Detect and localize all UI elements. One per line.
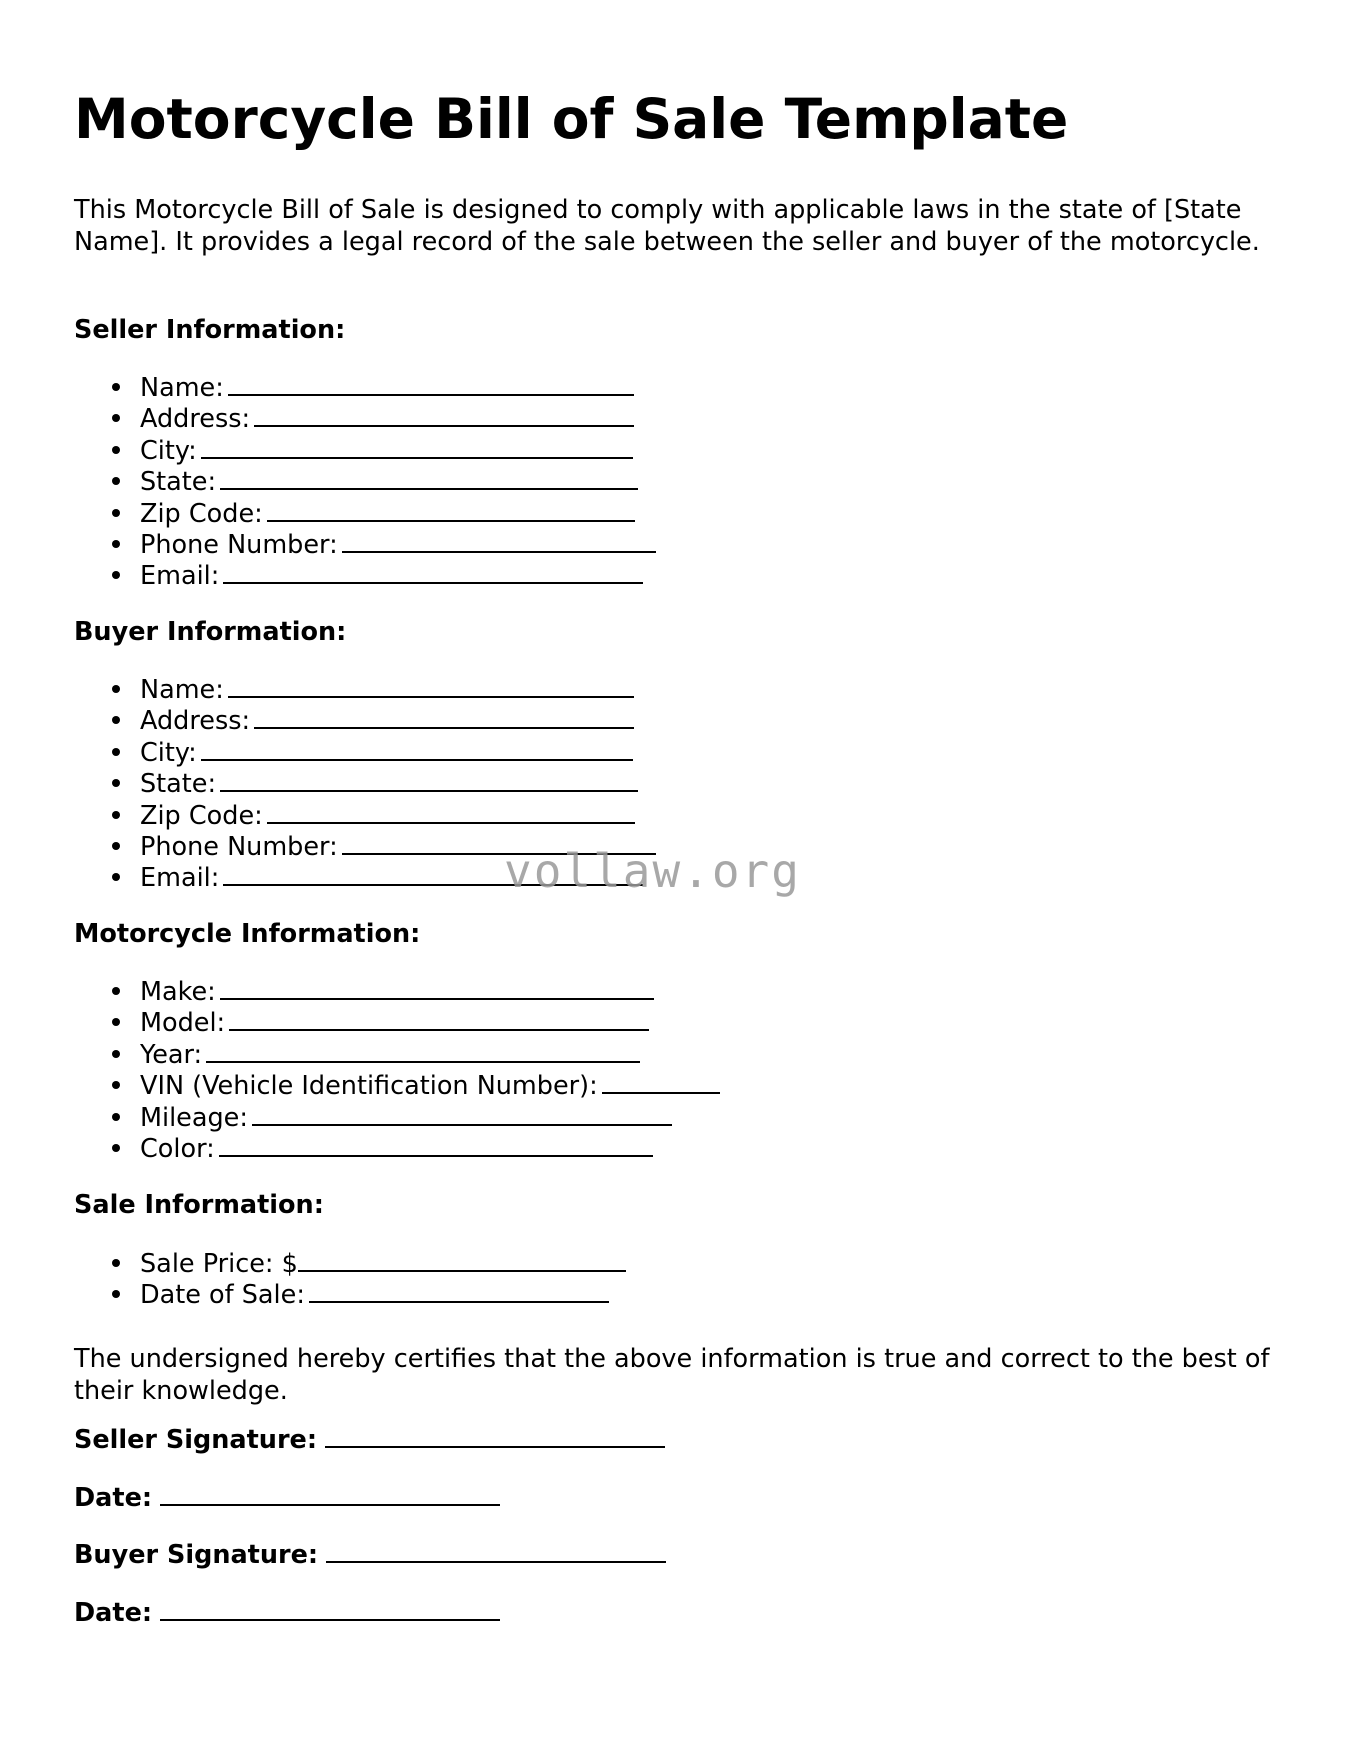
buyer-zip-field (0, 798, 656, 829)
sale-price-blank[interactable] (298, 1246, 626, 1272)
buyer-zip-blank[interactable] (267, 798, 635, 824)
buyer-state-blank[interactable] (220, 766, 638, 792)
motorcycle-fields (0, 974, 720, 1162)
field-label: State: (140, 467, 217, 498)
motorcycle-heading: Motorcycle Information: (74, 919, 421, 949)
motorcycle-make-field (0, 974, 720, 1005)
seller-phone-field (0, 527, 656, 558)
seller-state-field (0, 464, 656, 498)
field-label: Phone Number: (140, 831, 338, 862)
seller-address-field (0, 401, 656, 435)
motorcycle-mileage-blank[interactable] (252, 1100, 672, 1126)
field-label: VIN (Vehicle Identification Number): (140, 1071, 598, 1102)
motorcycle-year-field (0, 1037, 720, 1068)
seller-date-blank[interactable] (160, 1480, 500, 1506)
seller-signature-blank[interactable] (325, 1422, 665, 1448)
certification-paragraph: The undersigned hereby certifies that the above information is true and correct to the best of their knowledge. (74, 1344, 1270, 1406)
field-label: Color: (140, 1133, 215, 1164)
seller-phone-blank[interactable] (342, 527, 656, 553)
buyer-name-field (0, 672, 656, 703)
buyer-date-blank[interactable] (160, 1595, 500, 1621)
motorcycle-color-field (0, 1131, 720, 1162)
sale-price-field (0, 1246, 626, 1277)
field-label: City: (140, 435, 197, 466)
motorcycle-color-blank[interactable] (219, 1131, 653, 1157)
document-title: Motorcycle Bill of Sale Template (74, 87, 1069, 151)
buyer-city-blank[interactable] (201, 735, 633, 761)
buyer-state-field (0, 766, 656, 800)
seller-fields (0, 370, 656, 590)
field-label: Year: (140, 1039, 203, 1070)
seller-date-label: Date: (74, 1483, 153, 1513)
field-label: Mileage: (140, 1102, 248, 1133)
field-label: Email: (140, 561, 220, 592)
buyer-signature-label: Buyer Signature: (74, 1540, 319, 1570)
seller-zip-field (0, 496, 656, 527)
buyer-heading: Buyer Information: (74, 617, 347, 647)
seller-name-field (0, 370, 656, 401)
field-label: Date of Sale: (140, 1280, 305, 1311)
buyer-name-blank[interactable] (228, 672, 634, 698)
sale-heading: Sale Information: (74, 1190, 324, 1220)
field-label: Address: (140, 404, 251, 435)
field-label: Address: (140, 706, 251, 737)
motorcycle-vin-field (0, 1068, 720, 1102)
intro-paragraph: This Motorcycle Bill of Sale is designed to comply with applicable laws in the state of [State Name]. It provides a legal record of the sale between the seller and buyer of the motorcycle. (74, 195, 1260, 257)
field-label: Phone Number: (140, 529, 338, 560)
seller-signature-line (74, 1422, 665, 1456)
sale-date-field (0, 1277, 626, 1311)
motorcycle-year-blank[interactable] (206, 1037, 640, 1063)
buyer-address-field (0, 703, 656, 737)
field-label: City: (140, 737, 197, 768)
seller-signature-label: Seller Signature: (74, 1425, 318, 1455)
seller-name-blank[interactable] (228, 370, 634, 396)
sale-fields (0, 1246, 626, 1309)
seller-email-field (0, 558, 656, 592)
field-label: Sale Price: $ (140, 1249, 298, 1279)
seller-state-blank[interactable] (220, 464, 638, 490)
field-label: Make: (140, 977, 216, 1007)
field-label: Name: (140, 373, 224, 403)
buyer-signature-line (74, 1537, 666, 1571)
seller-city-blank[interactable] (201, 433, 633, 459)
seller-address-blank[interactable] (254, 401, 634, 427)
seller-city-field (0, 433, 656, 464)
field-label: Zip Code: (140, 498, 263, 529)
motorcycle-vin-blank[interactable] (602, 1068, 720, 1094)
buyer-date-line (74, 1595, 500, 1629)
motorcycle-model-field (0, 1005, 720, 1039)
field-label: State: (140, 769, 217, 800)
sale-date-blank[interactable] (309, 1277, 609, 1303)
seller-date-line (74, 1480, 500, 1514)
buyer-city-field (0, 735, 656, 766)
motorcycle-mileage-field (0, 1100, 720, 1131)
seller-zip-blank[interactable] (267, 496, 635, 522)
seller-email-blank[interactable] (223, 558, 643, 584)
buyer-signature-blank[interactable] (326, 1537, 666, 1563)
field-label: Model: (140, 1008, 226, 1039)
motorcycle-model-blank[interactable] (229, 1005, 649, 1031)
buyer-address-blank[interactable] (254, 703, 634, 729)
seller-heading: Seller Information: (74, 315, 346, 345)
buyer-date-label: Date: (74, 1598, 153, 1628)
watermark: vollaw.org (504, 844, 801, 898)
field-label: Email: (140, 863, 220, 894)
motorcycle-make-blank[interactable] (220, 974, 654, 1000)
field-label: Name: (140, 675, 224, 705)
field-label: Zip Code: (140, 800, 263, 831)
